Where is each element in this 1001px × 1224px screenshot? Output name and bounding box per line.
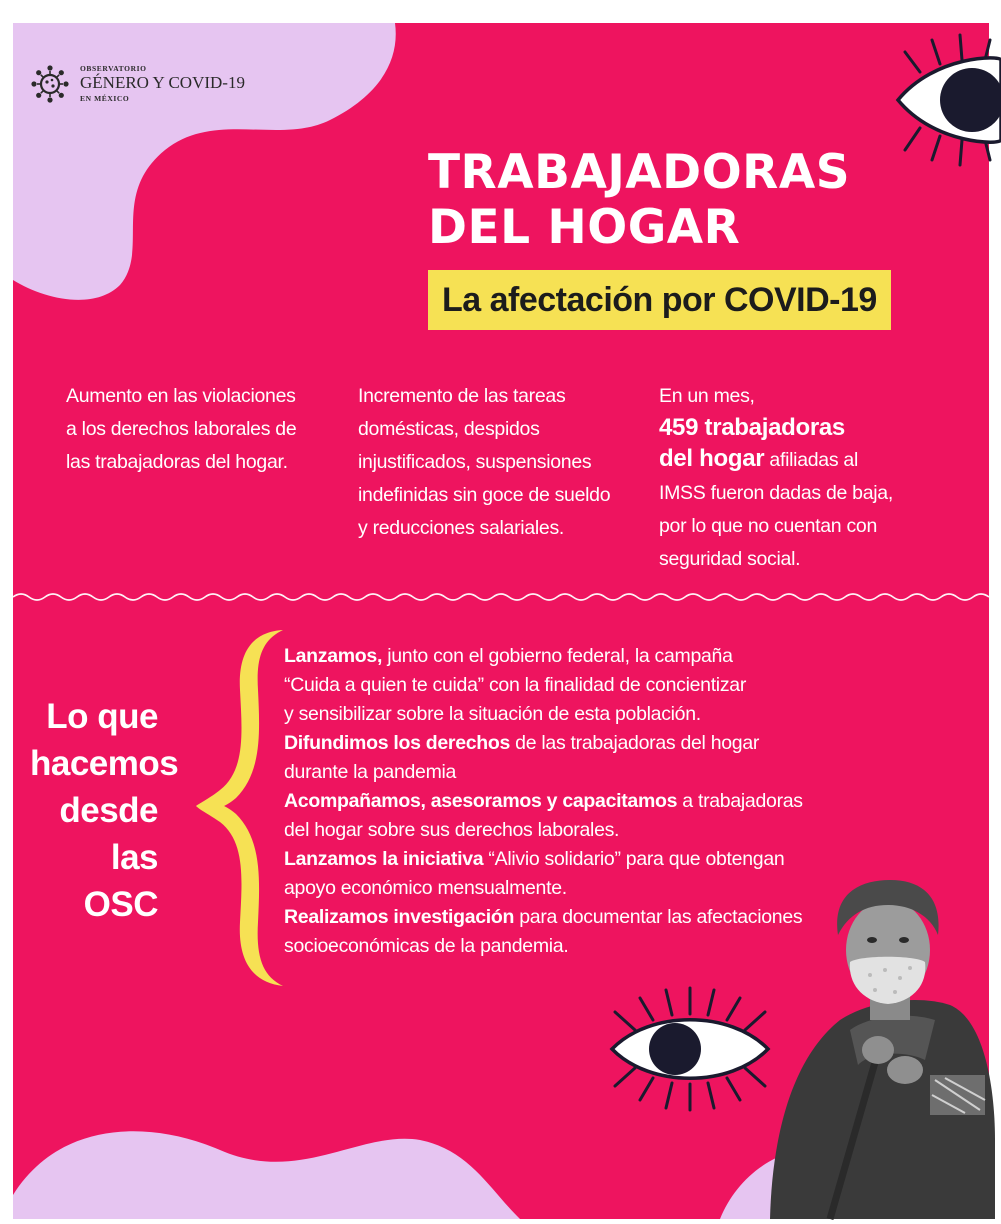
action-rest: “Alivio solidario” para que obtengan apoyo económico mensualmente. — [284, 848, 785, 899]
logo-line-mexico: EN MÉXICO — [80, 94, 130, 103]
action-bold: Realizamos investigación — [284, 906, 515, 928]
action-item — [284, 642, 844, 729]
action-item — [284, 903, 844, 961]
logo — [30, 64, 270, 108]
column-3-line-3 — [659, 442, 919, 477]
virus-icon — [30, 64, 70, 104]
column-3-intro: En un mes, — [659, 385, 755, 407]
action-bold: Lanzamos, — [284, 645, 383, 667]
side-heading: Lo que hacemos desde las OSC — [30, 697, 179, 924]
action-rest: de las trabajadoras del hogar durante la pandemia — [284, 732, 760, 783]
logo-line-genero-covid: GÉNERO Y COVID-19 — [80, 73, 245, 92]
column-3-rest: IMSS fueron dadas de baja, por lo que no cuentan con seguridad social. — [659, 482, 893, 570]
action-bold: Difundimos los derechos — [284, 732, 511, 754]
action-rest: junto con el gobierno federal, la campaña “Cuida a quien te cuida” con la finalidad de concientizar y sensibilizar sobre la situación de esta población. — [284, 645, 747, 725]
action-rest: a trabajadoras del hogar sobre sus derechos laborales. — [284, 790, 803, 841]
title-line-1: TRABAJADORAS — [428, 145, 851, 200]
impact-column-1: Aumento en las violaciones a los derechos laborales de las trabajadoras del hogar. — [66, 385, 297, 473]
impact-column-2: Incremento de las tareas domésticas, despidos injustificados, suspensiones indefinidas sin goce de sueldo y reducciones salariales. — [358, 385, 611, 539]
action-bold: Acompañamos, asesoramos y capacitamos — [284, 790, 678, 812]
actions-list — [284, 642, 844, 961]
logo-line-observatorio: OBSERVATORIO — [80, 64, 147, 73]
column-3-highlight-count: 459 trabajadoras — [659, 414, 845, 441]
action-item — [284, 729, 844, 787]
title-line-2: DEL HOGAR — [428, 200, 741, 255]
subtitle-banner: La afectación por COVID-19 — [428, 270, 891, 330]
action-rest: para documentar las afectaciones socioeconómicas de la pandemia. — [284, 906, 803, 957]
action-bold: Lanzamos la iniciativa — [284, 848, 484, 870]
action-item — [284, 787, 844, 845]
column-3-inline: afiliadas al — [764, 449, 858, 471]
action-item — [284, 845, 844, 903]
column-3-highlight-label: del hogar — [659, 445, 765, 472]
impact-column-3 — [659, 380, 919, 576]
